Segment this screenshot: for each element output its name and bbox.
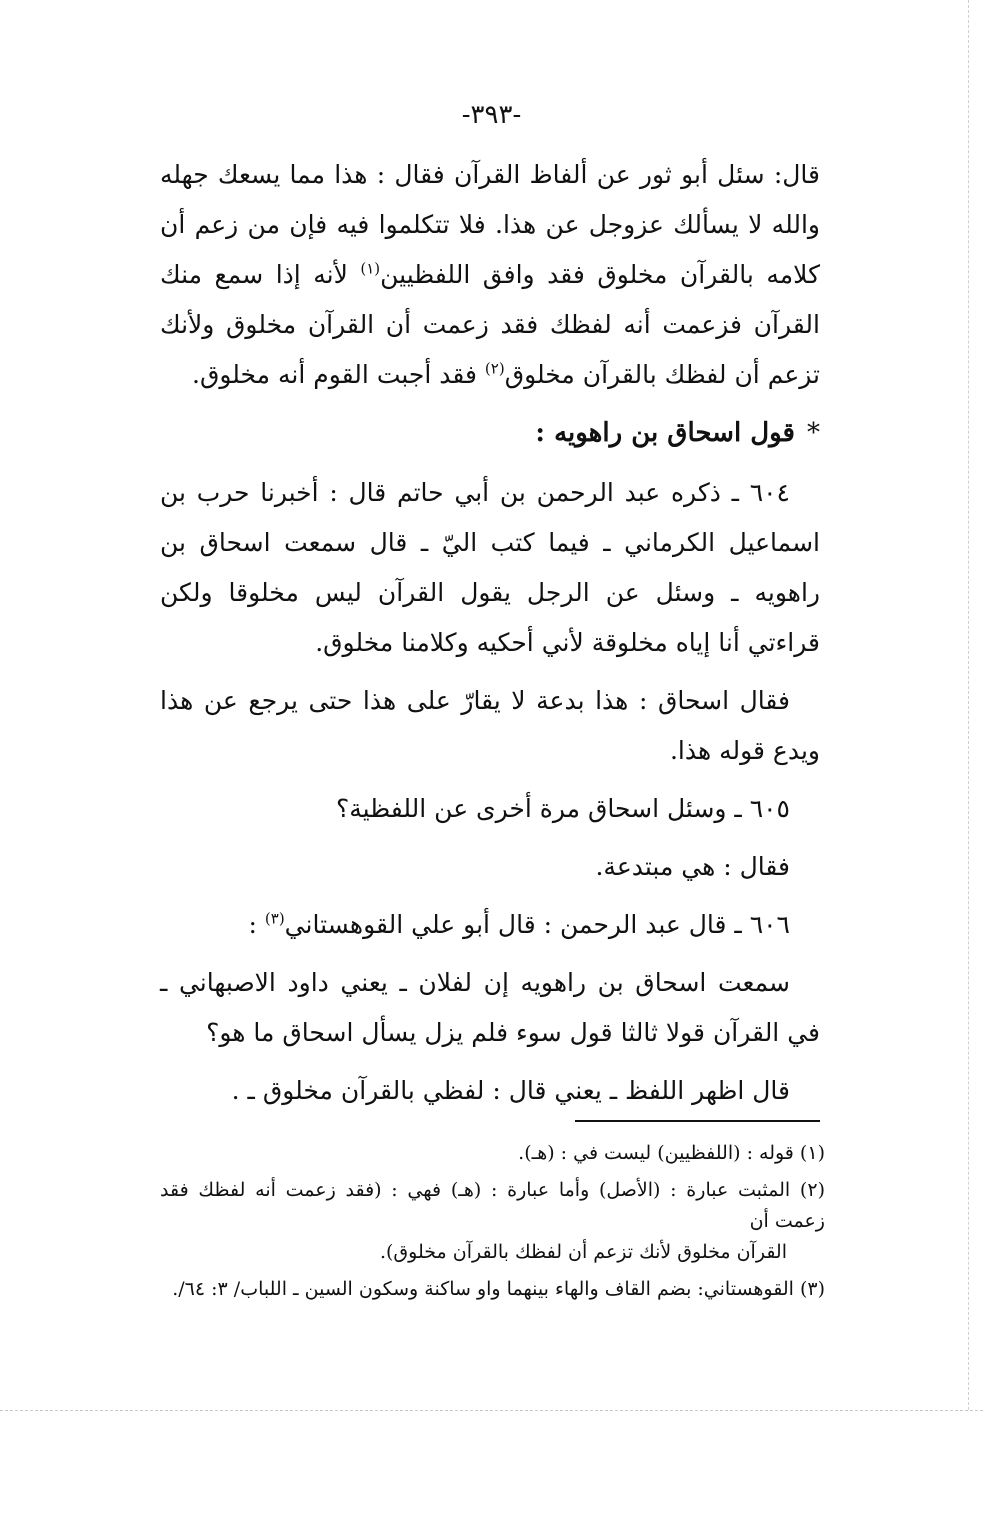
paragraph-606-quote: سمعت اسحاق بن راهويه إن لفلان ـ يعني داود الاصبهاني ـ في القرآن قولا ثالثا قول سوء فلم يزل يسأل اسحاق ما هو؟ bbox=[160, 968, 820, 1047]
text-segment: : bbox=[248, 910, 265, 939]
paragraph-606 bbox=[160, 900, 820, 950]
section-heading bbox=[160, 408, 820, 458]
footnote-2 bbox=[160, 1175, 825, 1268]
paragraph-606-answer: قال اظهر اللفظ ـ يعني قال : لفظي بالقرآن مخلوق ـ . bbox=[231, 1076, 790, 1105]
paragraph-abu-thawr bbox=[160, 150, 820, 400]
paragraph-605: ٦٠٥ ـ وسئل اسحاق مرة أخرى عن اللفظية؟ bbox=[336, 794, 790, 823]
text-segment: قال: سئل أبو ثور عن ألفاظ القرآن فقال : هذا مما يسعك جهله والله لا يسألك عزوجل عن هذا. فلا تتكلموا فيه فإن من زعم أن كلامه بالقرآن مخلوق فقد وافق اللفظيين bbox=[160, 160, 820, 289]
text-segment: ٦٠٦ ـ قال عبد الرحمن : قال أبو علي القوهستاني bbox=[284, 910, 790, 939]
paragraph-605-reply: فقال : هي مبتدعة. bbox=[595, 852, 790, 881]
scan-edge-vertical bbox=[968, 0, 969, 1410]
star-icon: * bbox=[807, 418, 820, 448]
footnote-3: (٣) القوهستاني: بضم القاف والهاء بينهما واو ساكنة وسكون السين ـ اللباب/ ٣: ٦٤/. bbox=[172, 1278, 825, 1300]
paragraph-604-reply: فقال اسحاق : هذا بدعة لا يقارّ على هذا حتى يرجع عن هذا ويدع قوله هذا. bbox=[160, 686, 820, 765]
paragraph-604: ٦٠٤ ـ ذكره عبد الرحمن بن أبي حاتم قال : أخبرنا حرب بن اسماعيل الكرماني ـ فيما كتب اليّ ـ قال سمعت اسحاق بن راهويه ـ وسئل عن الرجل يقول القرآن ليس مخلوقا ولكن قراءتي أنا إياه مخلوقة لأني أحكيه وكلامنا مخلوق. bbox=[160, 478, 820, 657]
footnote-separator bbox=[575, 1120, 820, 1122]
footnote-2-line-2: القرآن مخلوق لأنك تزعم أن لفظك بالقرآن مخلوق). bbox=[379, 1241, 787, 1263]
scan-edge-line bbox=[0, 1410, 983, 1411]
footnote-1: (١) قوله : (اللفظيين) ليست في : (هـ). bbox=[518, 1142, 825, 1164]
heading-text: قول اسحاق بن راهويه : bbox=[535, 418, 795, 448]
page-number: -٣٩٣- bbox=[461, 100, 522, 130]
main-text bbox=[160, 150, 820, 1124]
footnote-ref-2: (٢) bbox=[484, 359, 505, 378]
footnote-ref-1: (١) bbox=[360, 259, 381, 278]
footnote-2-line-1: (٢) المثبت عبارة : (الأصل) وأما عبارة : (هـ) فهي : (فقد زعمت أنه لفظك فقد زعمت أن bbox=[160, 1179, 825, 1232]
text-segment: فقد أجبت القوم أنه مخلوق. bbox=[192, 360, 485, 389]
text-segment: لأنه إذا سمع منك القرآن فزعمت أنه لفظك فقد زعمت أن القرآن مخلوق ولأنك تزعم أن لفظك بالقرآن مخلوق bbox=[160, 260, 820, 389]
footnotes bbox=[160, 1138, 825, 1311]
footnote-ref-3: (٣) bbox=[264, 909, 285, 928]
